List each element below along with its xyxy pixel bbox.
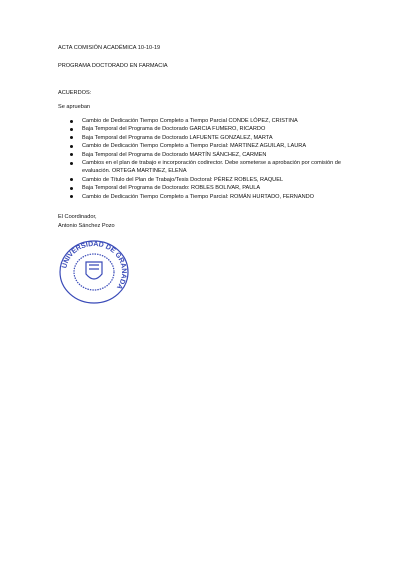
list-item: Baja Temporal del Programa de Doctorado GARCIA FUMERO, RICARDO — [70, 125, 370, 133]
list-item: Cambio de Dedicación Tiempo Completo a Tiempo Parcial: MARTINEZ AGUILAR, LAURA — [70, 142, 370, 150]
agreements-list — [70, 117, 370, 201]
list-item: Cambio de Dedicación Tiempo Completo a Tiempo Parcial: ROMÁN HURTADO, FERNANDO — [70, 193, 370, 201]
list-item: Baja Temporal del Programa de Doctorado: ROBLES BOLIVAR, PAULA — [70, 184, 370, 192]
list-item: Baja Temporal del Programa de Doctorado LAFUENTE GONZALEZ, MARTA — [70, 134, 370, 142]
list-item: Cambio de Dedicación Tiempo Completo a Tiempo Parcial CONDE LÓPEZ, CRISTINA — [70, 117, 370, 125]
document-title: ACTA COMISIÓN ACADÉMICA 10-10-19 — [58, 45, 161, 51]
program-name: PROGRAMA DOCTORADO EN FARMACIA — [58, 63, 168, 69]
seal-lettering: UNIVERSIDAD DE GRANADA — [61, 240, 128, 291]
university-seal — [54, 238, 134, 306]
intro-text: Se aprueban — [58, 104, 91, 110]
signer-name: Antonio Sánchez Pozo — [58, 223, 115, 229]
section-heading: ACUERDOS: — [58, 90, 92, 96]
signer-role: El Coordinador, — [58, 214, 97, 220]
list-item: Cambio de Título del Plan de Trabajo/Tesis Doctoral: PÉREZ ROBLES, RAQUEL — [70, 176, 370, 184]
list-item: Baja Temporal del Programa de Doctorado MARTÍN SÁNCHEZ, CARMEN — [70, 151, 370, 159]
list-item: Cambios en el plan de trabajo e incorporación codirector. Debe someterse a aprobación por comisión de evaluación. ORTEGA MARTINEZ, ELENA — [70, 159, 370, 176]
